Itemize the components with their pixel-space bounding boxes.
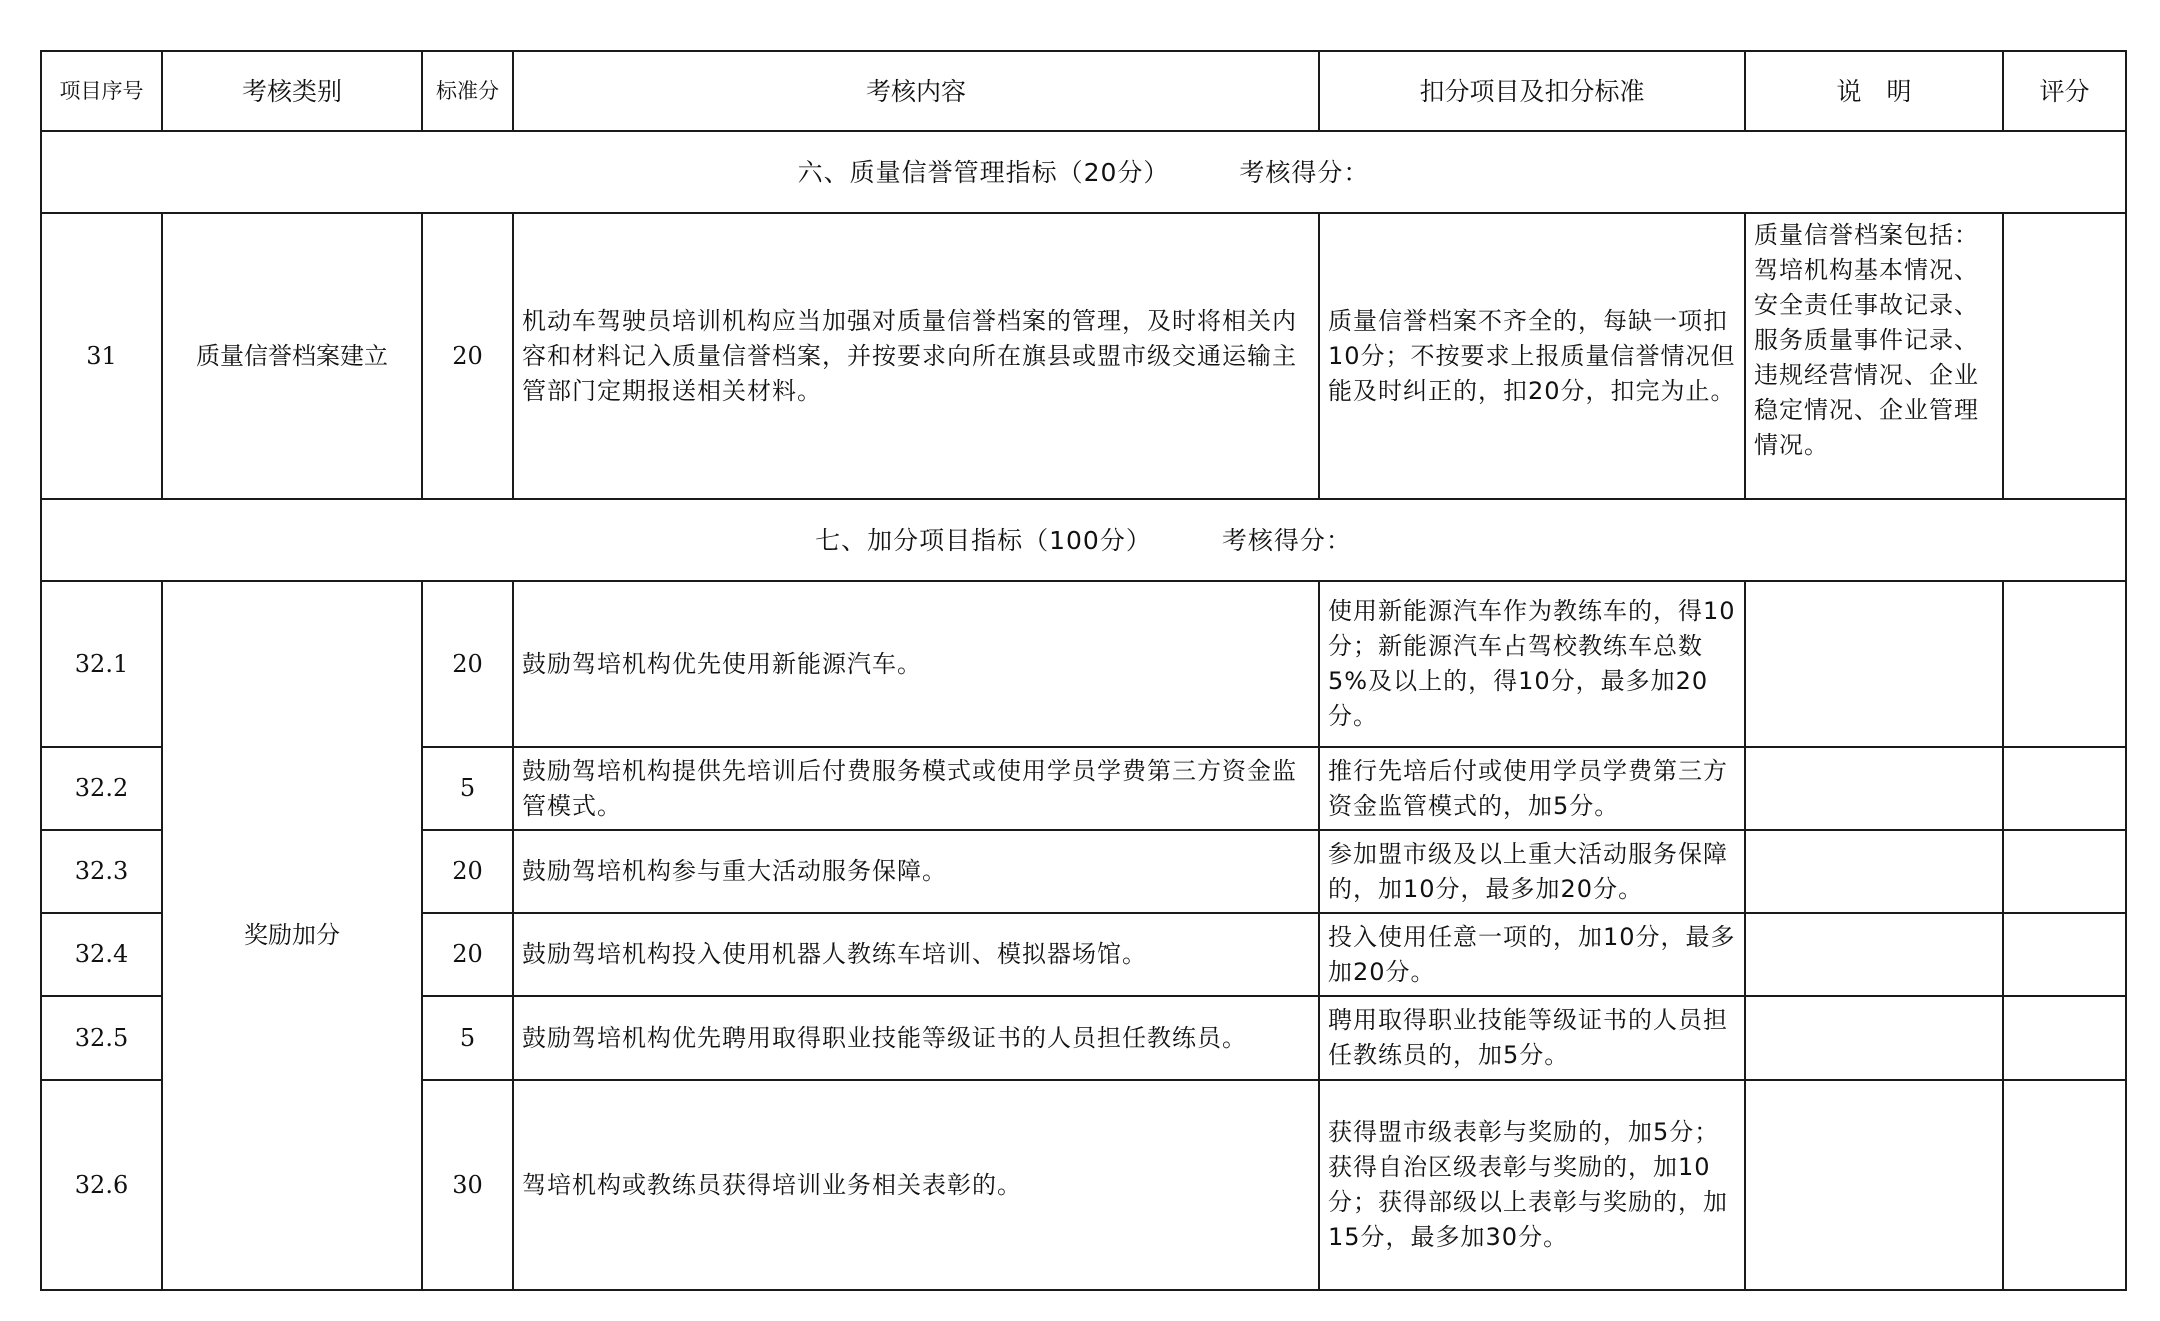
header-score: 评分	[2003, 51, 2126, 131]
row-content: 鼓励驾培机构投入使用机器人教练车培训、模拟器场馆。	[513, 913, 1319, 996]
row-deduction: 推行先培后付或使用学员学费第三方资金监管模式的，加5分。	[1319, 747, 1745, 830]
row-content: 机动车驾驶员培训机构应当加强对质量信誉档案的管理，及时将相关内容和材料记入质量信誉档案，并按要求向所在旗县或盟市级交通运输主管部门定期报送相关材料。	[513, 213, 1319, 499]
row-standard: 20	[422, 913, 513, 996]
row-note	[1745, 747, 2003, 830]
section-6-title: 六、质量信誉管理指标（20分）	[797, 157, 1170, 187]
row-seq: 32.2	[41, 747, 162, 830]
header-category: 考核类别	[162, 51, 422, 131]
section-6-row	[41, 131, 2126, 213]
row-note: 质量信誉档案包括：驾培机构基本情况、安全责任事故记录、服务质量事件记录、违规经营情况、企业稳定情况、企业管理情况。	[1745, 213, 2003, 499]
row-deduction: 质量信誉档案不齐全的，每缺一项扣10分；不按要求上报质量信誉情况但能及时纠正的，扣20分，扣完为止。	[1319, 213, 1745, 499]
bonus-category: 奖励加分	[162, 581, 422, 1290]
assessment-table	[40, 50, 2127, 1291]
row-note	[1745, 830, 2003, 913]
row-content: 驾培机构或教练员获得培训业务相关表彰的。	[513, 1080, 1319, 1290]
table-row	[41, 581, 2126, 747]
row-score-cell[interactable]	[2003, 913, 2126, 996]
header-deduction: 扣分项目及扣分标准	[1319, 51, 1745, 131]
row-deduction: 获得盟市级表彰与奖励的，加5分；获得自治区级表彰与奖励的，加10分；获得部级以上表彰与奖励的，加15分，最多加30分。	[1319, 1080, 1745, 1290]
row-seq: 32.4	[41, 913, 162, 996]
row-standard: 20	[422, 830, 513, 913]
row-deduction: 参加盟市级及以上重大活动服务保障的，加10分，最多加20分。	[1319, 830, 1745, 913]
row-seq: 31	[41, 213, 162, 499]
row-seq: 32.1	[41, 581, 162, 747]
row-note	[1745, 581, 2003, 747]
row-score-cell[interactable]	[2003, 830, 2126, 913]
row-note	[1745, 913, 2003, 996]
row-seq: 32.6	[41, 1080, 162, 1290]
section-7-score-label: 考核得分：	[1221, 525, 1352, 555]
row-standard: 20	[422, 581, 513, 747]
row-seq: 32.3	[41, 830, 162, 913]
table-row	[41, 213, 2126, 499]
row-standard: 5	[422, 747, 513, 830]
row-category: 质量信誉档案建立	[162, 213, 422, 499]
row-deduction: 使用新能源汽车作为教练车的，得10分；新能源汽车占驾校教练车总数5%及以上的，得10分，最多加20分。	[1319, 581, 1745, 747]
row-score-cell[interactable]	[2003, 747, 2126, 830]
section-7-row	[41, 499, 2126, 581]
section-6-score-label: 考核得分：	[1239, 157, 1370, 187]
row-standard: 30	[422, 1080, 513, 1290]
row-score-cell[interactable]	[2003, 1080, 2126, 1290]
row-note	[1745, 996, 2003, 1080]
header-content: 考核内容	[513, 51, 1319, 131]
row-score-cell[interactable]	[2003, 996, 2126, 1080]
section-7-heading	[41, 499, 2126, 581]
section-7-title: 七、加分项目指标（100分）	[815, 525, 1152, 555]
section-6-heading	[41, 131, 2126, 213]
row-score-cell[interactable]	[2003, 581, 2126, 747]
row-seq: 32.5	[41, 996, 162, 1080]
header-standard: 标准分	[422, 51, 513, 131]
row-standard: 5	[422, 996, 513, 1080]
row-content: 鼓励驾培机构优先聘用取得职业技能等级证书的人员担任教练员。	[513, 996, 1319, 1080]
row-deduction: 投入使用任意一项的，加10分，最多加20分。	[1319, 913, 1745, 996]
row-content: 鼓励驾培机构提供先培训后付费服务模式或使用学员学费第三方资金监管模式。	[513, 747, 1319, 830]
header-note: 说 明	[1745, 51, 2003, 131]
row-content: 鼓励驾培机构参与重大活动服务保障。	[513, 830, 1319, 913]
header-row	[41, 51, 2126, 131]
row-standard: 20	[422, 213, 513, 499]
row-note	[1745, 1080, 2003, 1290]
row-content: 鼓励驾培机构优先使用新能源汽车。	[513, 581, 1319, 747]
row-deduction: 聘用取得职业技能等级证书的人员担任教练员的，加5分。	[1319, 996, 1745, 1080]
header-seq: 项目序号	[41, 51, 162, 131]
row-score-cell[interactable]	[2003, 213, 2126, 499]
